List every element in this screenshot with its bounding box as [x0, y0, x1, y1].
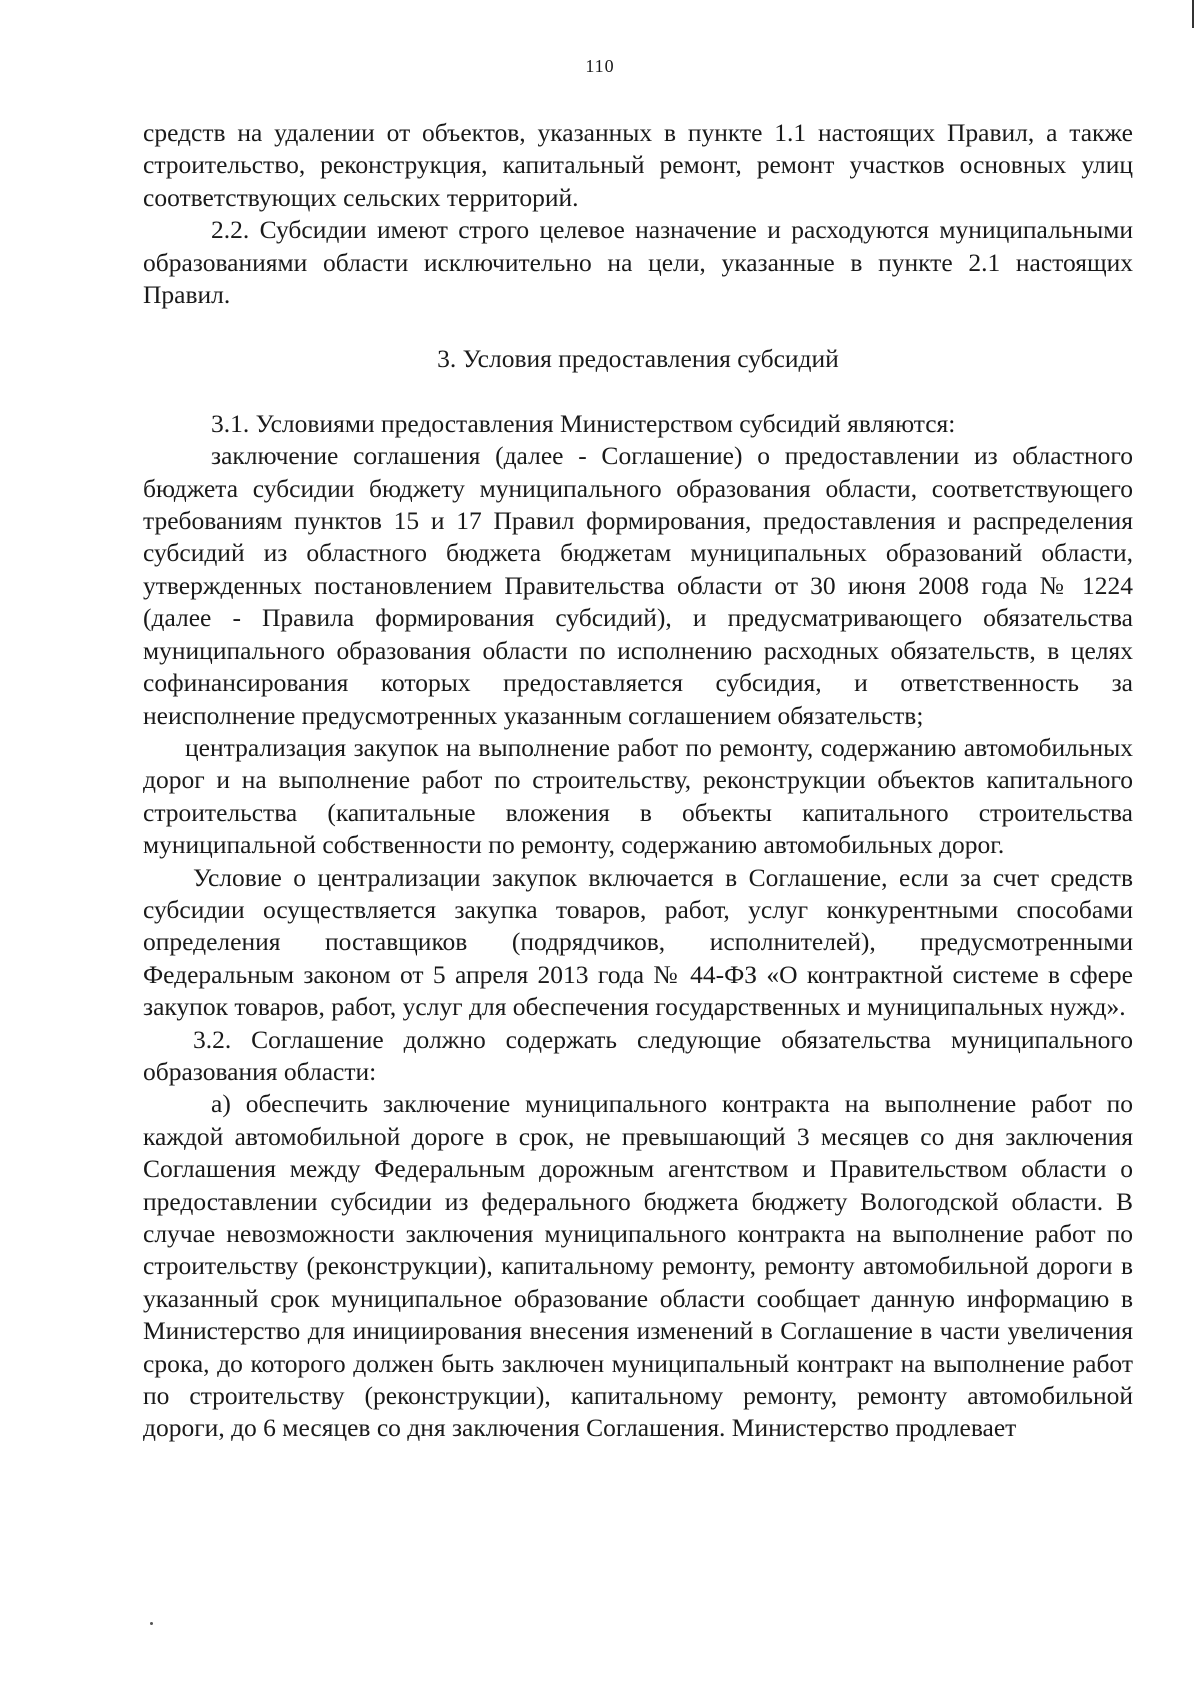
paragraph-centralization-condition: Условие о централизации закупок включается в Соглашение, если за счет средств субсидии осуществляется закупка товаров, работ, услуг конкурентными способами определения поставщиков (подрядчиков, исполнителей), предусмотренными Федеральным законом от 5 апреля 2013 года № 44-ФЗ «О контрактной системе в сфере закупок товаров, работ, услуг для обеспечения государственных и муниципальных нужд». [143, 862, 1133, 1022]
scan-edge-mark [1192, 0, 1194, 28]
paragraph-3-1: 3.1. Условиями предоставления Министерством субсидий являются: [211, 408, 956, 438]
page-number: 110 [585, 56, 615, 76]
paragraph-continuation: средств на удалении от объектов, указанных в пункте 1.1 настоящих Правил, а также строительство, реконструкция, капитальный ремонт, ремонт участков основных улиц соответствующих сельских территорий. [143, 118, 1133, 212]
scan-speck [150, 1622, 153, 1625]
paragraph-agreement-condition: заключение соглашения (далее - Соглашение) о предоставлении из областного бюджета субсидии бюджету муниципального образования области, соответствующего требованиям пунктов 15 и 17 Правил формирования, предоставления и распределения субсидий из областного бюджета бюджетам муниципальных образований области, утвержденных постановлением Правительства области от 30 июня 2008 года № 1224 (далее - Правила формирования субсидий), и предусматривающего обязательства муниципального образования области по исполнению расходных обязательств, в целях софинансирования которых предоставляется субсидия, и ответственность за неисполнение предусмотренных указанным соглашением обязательств; [143, 441, 1133, 730]
paragraph-2-2: 2.2. Субсидии имеют строго целевое назначение и расходуются муниципальными образованиями области исключительно на цели, указанные в пункте 2.1 настоящих Правил. [143, 215, 1133, 310]
section-heading: 3. Условия предоставления субсидий [437, 344, 839, 374]
document-body [143, 117, 1133, 1445]
paragraph-3-2-a: а) обеспечить заключение муниципального контракта на выполнение работ по каждой автомобильной дороге в срок, не превышающий 3 месяцев со дня заключения Соглашения между Федеральным дорожным агентством и Правительством области о предоставлении субсидии из федерального бюджета бюджету Вологодской области. В случае невозможности заключения муниципального контракта на выполнение работ по строительству (реконструкции), капитальному ремонту, ремонту автомобильной дороги в указанный срок муниципальное образование области сообщает данную информацию в Министерство для инициирования внесения изменений в Соглашение в части увеличения срока, до которого должен быть заключен муниципальный контракт на выполнение работ по строительству (реконструкции), капитальному ремонту, ремонту автомобильной дороги, до 6 месяцев со дня заключения Соглашения. Министерство продлевает [143, 1089, 1133, 1443]
paragraph-centralization: централизация закупок на выполнение работ по ремонту, содержанию автомобильных дорог и на выполнение работ по строительству, реконструкции объектов капитального строительства (капитальные вложения в объекты капитального строительства муниципальной собственности по ремонту, содержанию автомобильных дорог. [143, 732, 1133, 860]
paragraph-3-2: 3.2. Соглашение должно содержать следующие обязательства муниципального образования области: [143, 1024, 1133, 1086]
